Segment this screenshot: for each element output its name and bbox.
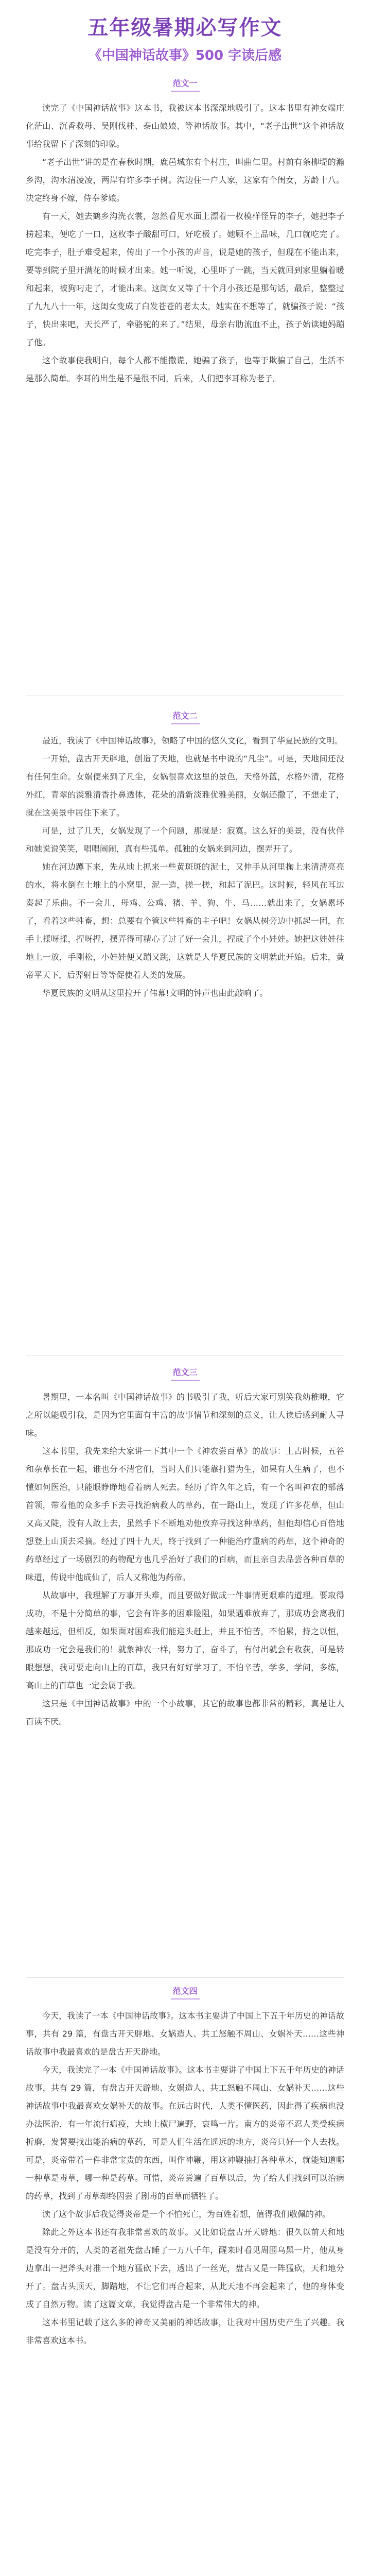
section-title: 范文三 (172, 1367, 198, 1377)
essay-paragraph: “老子出世”讲的是在春秋时期，鹿邑城东有个村庄，叫曲仁里。村前有条柳堤的瀚乡沟，沟水清凌凌，两岸有许多李子树。沟边住一户人家，这家有个闺女，芳龄十八。决定终身不嫁，侍奉爹娘。 (26, 157, 344, 203)
section-title: 范文二 (172, 711, 198, 721)
section-title-underline (171, 723, 200, 724)
essay-paragraph: 她在河边蹲下来，先从地上抓来一些黄斑斑的泥土，又伸手从河里掬上来清清亮亮的水，将水倒在土堆上的小窝里，泥一造，搓一搓，和起了泥巴。这时候，轻风在耳边奏起了乐曲。不一会儿，母鸡、公鸡、猪、羊、狗、牛、马……就出来了，女娲累坏了，看着这些牲畜，想：总要有个管这些牲畜的主子吧！女娲从树旁边中抓起一团，在手上揉呀揉，捏呀捏，摆弄得可精心了过了好一会儿，捏成了个小娃娃。她把这娃娃往地上一放，手刚松，小娃娃便又蹦又跳，这就是人华夏民族的文明就此开始。后来，黄帝平天下，后羿射日等等促使着人类的发展。 (26, 862, 344, 980)
section-title-underline (171, 1380, 200, 1381)
page-subtitle: 《中国神话故事》500 字读后感 (88, 48, 282, 63)
section-title: 范文一 (172, 78, 198, 88)
essay-section-2 (26, 710, 344, 1002)
essay-section-1 (26, 77, 344, 387)
essay-paragraph: 这个故事使我明白，每个人都不能撒谎，她骗了孩子，也等于欺骗了自己，生活不是那么简单。李耳的出生是不是很不同，后来，人们把李耳称为老子。 (26, 355, 344, 383)
essay-paragraph: 今天，我读了一本《中国神话故事》。这本书主要讲了中国上下五千年历史的神话故事，共有 29 篇，有盘古开天辟地、女娲造人、共工怒触不周山、女娲补天……这些神话故事中我最喜欢的是盘古开天辟地。 (26, 2011, 344, 2057)
essay-paragraph: 这只是《中国神话故事》中的一个小故事，其它的故事也都非常的精彩，真是让人百读不厌。 (26, 1699, 344, 1726)
essay-paragraph: 暑期里，一本名叫《中国神话故事》的书吸引了我，听后大家可别笑我幼稚哦，它之所以能吸引我，是因为它里面有丰富的故事情节和深刻的意义，让人读后感到耐人寻味。 (26, 1392, 344, 1438)
essay-paragraph: 最近，我读了《中国神话故事》，领略了中国的悠久文化，看到了华夏民族的文明。 (42, 736, 343, 745)
essay-paragraph: 从故事中，我理解了万事开头难，而且要做好做成一件事情更艰难的道理。要取得成功，不是十分简单的事，它会有许多的困难险阻，如果遇难放弃了，那成功会离我们越来越远，但相反，如果面对困难我们能迎头赶上，并且不怕苦，不怕累，持之以恒，那成功一定会是我们的！就象神农一样，努力了，奋斗了，有付出就会有收获，可是转眼想想，我可要走向山上的百草，我只有好好学习了，不怕辛苦，学多，学问，多练，高山上的百草也一定会属于我。 (26, 1590, 344, 1690)
essay-section-4 (26, 1985, 344, 2349)
essay-paragraph: 有一天，她去鹤乡沟洗衣裳，忽然看见水面上漂着一枚模样怪异的李子，她把李子捞起来，便吃了一口，这枚李子酸甜可口，好吃极了。她顾不上品味，几口就吃完了。吃完李子，肚子难受起来，传出了一个小孩的声音，说是她的孩子，但现在不能出来，要等到院子里开满花的时候才出来。她一听说，心里吓了一跳，当天就回到家里躺着暖和起来，被狗叼走了，才能出来。这闺女又等了十个月小孩还是那句话，最后，整整过了九九八十一年，这闺女变成了白发苍苍的老太太，她实在不想等了，就骗孩子说：“孩子，快出来吧，天长严了，牵骆驼的来了。”结果，母亲右肋流血不止，孩子始读她妈蹦了他。 (26, 211, 344, 347)
essay-section-3 (26, 1366, 344, 1731)
essay-paragraph: 读完了《中国神话故事》这本书，我被这本书深深地吸引了。这本书里有神女端庄化茫山、沉香救母、吴刚伐桂、泰山娘娘、等神话故事。其中，“老子出世”这个神话故事给我留下了深刻的印象。 (26, 103, 344, 149)
essay-paragraph: 一开始，盘古开天辟地，创造了天地，也就是书中说的“凡尘”。可是，天地间还没有任何生命。女娲便来到了凡尘，女娲很喜欢这里的景色，天格外蓝，水格外清，花格外红，青翠的淡雅清香扑鼻透体，花朵的清新淡雅优雅美丽，女娲还撒了，不想走了，就在这美景中居住下来了。 (26, 754, 344, 818)
section-title-underline (171, 1998, 200, 1999)
page-title: 五年级暑期必写作文 (87, 16, 283, 40)
essay-paragraph: 可是，过了几天，女娲发现了一个问题，那就是：寂寞。这么好的美景，没有伙伴和她说说笑笑，唱唱闹闹，真有些孤单。孤独的女娲来到河边，摆弄开了。 (26, 826, 344, 854)
section-title: 范文四 (172, 1986, 198, 1996)
essay-paragraph: 这本书里记载了这么多的神奇又美丽的神话故事，让我对中国历史产生了兴趣。我非常喜欢这本书。 (26, 2317, 344, 2345)
essay-paragraph: 读了这个故事后我觉得炎帝是一个不怕死亡，为百姓着想，值得我们敬佩的神。 (42, 2209, 331, 2219)
essay-paragraph: 除此之外这本书还有我非常喜欢的故事。又比如说盘古开天辟地：很久以前天和地是没有分开的，人类的老祖先盘古睡了一万八千年，醒来时看见周围乌黑一片，他从身边拿出一把斧头对准一个地方猛砍下去，透出了一丝光，盘古又是一阵猛砍，天和地分开了。盘古头顶天，脚踏地，不让它们再合起来，从此天地不再会起来了，他的身体变成了自然万物。读了这篇文章，我觉得盘古是一个非常伟大的神。 (26, 2227, 344, 2309)
essay-paragraph: 这本书里，我先来给大家讲一下其中一个《神农尝百草》的故事：上古时候，五谷和杂草长在一起，谁也分不清它们，当时人们只能靠打猎为生，如果有人生病了，也不懂如何医治，只能眼睁睁地看着病人死去。经历了许久年之后，有一个名叫神农的部落首领，带着他的众多手下去寻找治病救人的草药，在一路山上，发现了许多花草，但山又高又陡，没有人敢上去，虽然手下不断地劝他放弃寻找这种草药，但他却信心百倍地想登上山顶去采摘。经过了四十九天，终于找到了一种能治疗重病的药草，这个神奇的药草经过了一场剧烈的药物配方也几乎治好了我们的百病，而且亲自去品尝各种百草的味道，传说中他成仙了，后人又称他为药帝。 (26, 1446, 344, 1582)
section-divider (26, 1977, 344, 1978)
essay-paragraph: 今天，我读完了一本《中国神话故事》。这本书主要讲了中国上下五千年历史的神话故事，共有 29 篇，有盘古开天辟地、女娲造人、共工怒触不周山、女娲补天……这些神话故事中我最喜欢女娲补天的故事。在远古时代，人类不懂医药，因此得了疾病也没办法医治，有一年流行瘟疫，大地上横尸遍野，哀鸣一片。南方的炎帝不忍人类受疾病折磨，发誓要找出能治病的草药，可是人们生活在遥远的地方，炎帝只好一个人去找。可是，炎帝带着一件非常宝贵的东西，叫作神鞭，用这神鞭抽打各种草木，就能知道哪一种草是毒草，哪一种是药草。可惜，炎帝尝遍了百草以后，为了给人们找到可以治病的药草，找到了毒草却终因尝了剧毒的百草而牺牲了。 (26, 2065, 344, 2201)
essay-paragraph: 华夏民族的文明从这里拉开了伟幕!文明的钟声也由此敲响了。 (42, 988, 268, 998)
section-title-underline (171, 91, 200, 92)
